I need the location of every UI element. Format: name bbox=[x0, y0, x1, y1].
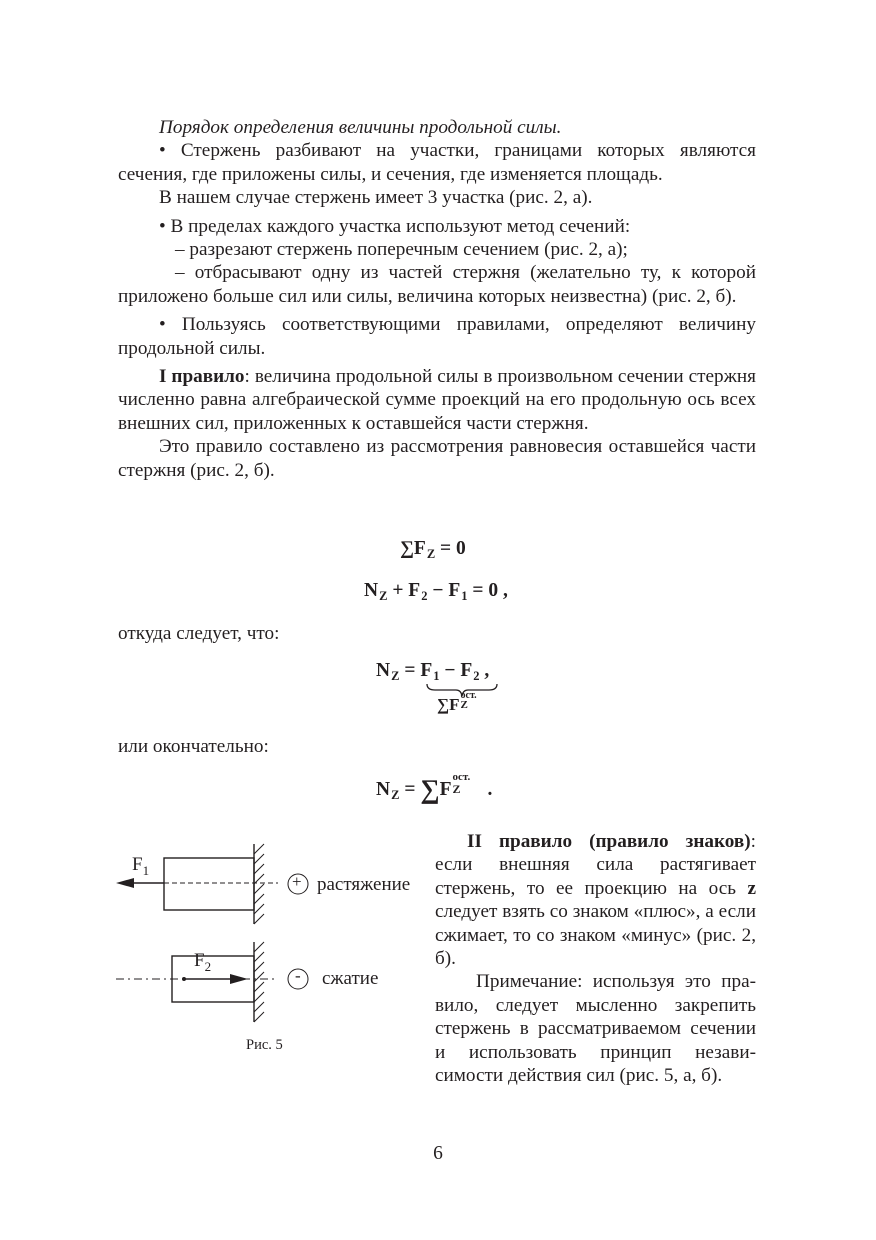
plus-sign: + bbox=[292, 872, 302, 891]
minus-sign: - bbox=[295, 966, 301, 985]
wall-top-hatch bbox=[254, 844, 264, 924]
rule-2-block bbox=[435, 830, 756, 1087]
rule-2-label: II правило (правило знаков) bbox=[467, 831, 751, 852]
force-f2-origin bbox=[182, 977, 186, 981]
equation-nz-sum-rest: $N_Z = \sum F$ ост. Z . bbox=[376, 771, 493, 804]
main-text bbox=[118, 116, 756, 482]
paragraph-rule-2: II правило (правило знаков): если внешняя сила растягивает стержень, то ее проекцию на ось z следует взять со знаком «плюс», а если сжимает, то со знаком «минус» (рис. 2, б). bbox=[435, 831, 756, 970]
rule-1-label: I правило bbox=[159, 366, 245, 388]
section-heading: Порядок определения величины продольной силы. bbox=[159, 117, 562, 138]
paragraph-note: Примечание: используя это правило, следует мысленно закрепить стержень в рассматриваемом сечении и использовать принцип независимости действия сил (рис. 5, а, б). bbox=[435, 971, 756, 1087]
paragraph-hence: откуда следует, что: bbox=[118, 623, 280, 644]
sum-symbol: ∑ bbox=[400, 538, 414, 559]
equation-nz-f1-f2: $N_Z = F_1 - F_2$ , bbox=[376, 660, 490, 683]
label-f1: $F_1$ bbox=[132, 854, 150, 878]
figure-5-drawing bbox=[108, 832, 428, 1062]
axis-z: z bbox=[747, 877, 756, 899]
underbrace-label: ∑F ост. Z bbox=[437, 690, 477, 714]
paragraph-finally: или окончательно: bbox=[118, 736, 269, 757]
paragraph-use-rules: • Пользуясь соответствующими правилами, определяют величину продольной силы. bbox=[118, 314, 756, 359]
paragraph-cut-bar: – разрезают стержень поперечным сечением (рис. 2, а); bbox=[175, 239, 628, 261]
paragraph-three-segments: В нашем случае стержень имеет 3 участка (рис. 2, а). bbox=[159, 187, 593, 209]
figure-caption: Рис. 5 bbox=[246, 1037, 283, 1053]
paragraph-rule-1 bbox=[118, 365, 756, 435]
label-compression: сжатие bbox=[322, 968, 379, 989]
label-f2: $F_2$ bbox=[194, 950, 212, 974]
page-number: 6 bbox=[433, 1143, 443, 1164]
equation-balance: $N_Z + F_2 - F_1 = 0$ , bbox=[364, 580, 508, 603]
paragraph-discard-part: – отбрасывают одну из частей стержня (желательно ту, к которой приложено больше сил или силы, величина которых неизвестна) (рис. 2, б). bbox=[118, 262, 756, 307]
force-f1-arrowhead bbox=[116, 878, 134, 888]
paragraph-method-of-sections: • В пределах каждого участка используют метод сечений: bbox=[159, 215, 631, 237]
figure-5 bbox=[108, 832, 428, 1062]
label-tension: растяжение bbox=[317, 874, 411, 895]
wall-bottom-hatch bbox=[254, 942, 264, 1022]
rule-1-text: : величина продольной силы в произвольном сечении стержня численно равна алгебраической сумме проекций на его продольную ось всех внешних сил, приложенных к оставшейся части стержня. bbox=[118, 366, 756, 434]
paragraph-rule-origin: Это правило составлено из рассмотрения равновесия оставшейся части стержня (рис. 2, б). bbox=[118, 436, 756, 481]
sum-symbol: ∑ bbox=[420, 774, 440, 804]
paragraph-split-bar: • Стержень разбивают на участки, границами которых являются сечения, где приложены силы, и сечения, где изменяется площадь. bbox=[118, 140, 756, 185]
force-f2-arrowhead bbox=[230, 974, 248, 984]
bar-top bbox=[164, 858, 254, 910]
equation-sum-fz: $\sum F_Z = 0$ bbox=[400, 538, 466, 561]
